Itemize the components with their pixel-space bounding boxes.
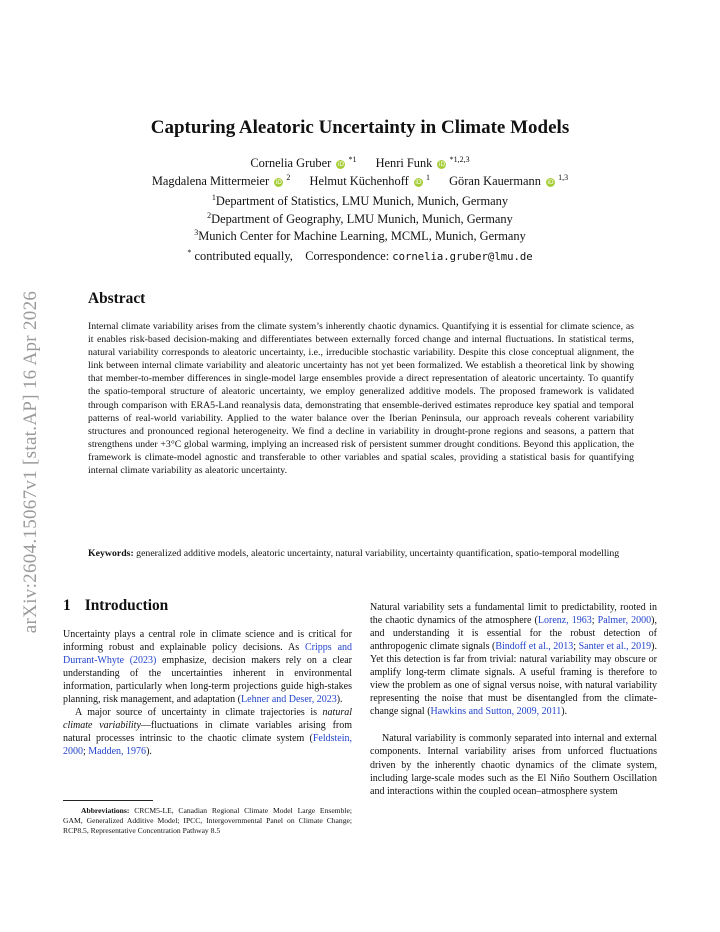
abstract-heading: Abstract <box>88 290 146 307</box>
author-line-2 <box>0 172 720 190</box>
orcid-icon[interactable]: iD <box>275 179 282 186</box>
citation-link[interactable]: Palmer, 2000 <box>597 615 652 627</box>
author: Göran Kauermann iD $^{1,3}$ <box>449 172 569 188</box>
abstract-text: Internal climate variability arises from the climate system’s inherently chaotic dynamics. Quantifying it is essential for climate science, as it enables risk-based decision-making and differentiates between externally forced change and internal fluctuations. In statistical terms, natural variability corresponds to aleatoric uncertainty, i.e., irreducible stochastic variability. Despite this close conceptual alignment, the link between internal climate variability and aleatoric uncertainty has not yet been formalized. We establish a theoretical link by showing that member-to-member differences in single-model large ensembles provide a direct representation of aleatoric uncertainty. To quantify the spatio-temporal structure of aleatoric uncertainty, we employ generalized additive models. The proposed framework is validated through comparison with ERA5-Land reanalysis data, demonstrating that ensemble-derived estimates reproduce key spatial and temporal patterns of real-world variability. Applied to the water balance over the Iberian Peninsula, our approach reveals coherent variability structures and pronounced regional heterogeneity. We find a decline in variability in drought-prone regions and seasons, a pattern that strengthens under +3°C global warming, implying an increased risk of persistent summer drought conditions. Beyond this application, the framework is climate-model agnostic and transferable to other variables and spatial scales, providing a statistical basis for quantifying internal climate variability as aleatoric uncertainty. <box>88 321 634 477</box>
orcid-icon[interactable]: iD <box>415 179 422 186</box>
correspondence-line: * contributed equally, Correspondence: cornelia.gruber@lmu.de <box>187 247 533 263</box>
orcid-icon[interactable]: iD <box>547 179 554 186</box>
email-link[interactable]: cornelia.gruber@lmu.de <box>392 251 533 263</box>
left-column <box>63 628 352 758</box>
author: Cornelia Gruber iD $^{*1}$ <box>250 154 357 170</box>
footnote: Abbreviations: CRCM5-LE, Canadian Regional Climate Model Large Ensemble; GAM, Generalized Additive Model; IPCC, Intergovernmental Panel on Climate Change; RCP8.5, Representative Concentration Pathway 8.5 <box>63 806 352 836</box>
author: Magdalena Mittermeier iD $^2$ <box>151 172 291 188</box>
affiliation: $^3$Munich Center for Machine Learning, MCML, Munich, Germany <box>194 227 526 243</box>
citation-link[interactable]: Feldstein, 2000 <box>63 733 352 758</box>
paragraph: Natural variability sets a fundamental limit to predictability, rooted in the chaotic dynamics of the atmosphere (Lorenz, 1963; Palmer, 2000), and understanding it is essential for the robust detection of anthropogenic climate signals (Bindoff et al., 2013; Santer et al., 2019). Yet this detection is far from trivial: natural variability may obscure or amplify long-term climate signals. A useful framing is therefore to view the problem as one of signal versus noise, with natural variability representing the noise that must be disentangled from the climate-change signal (Hawkins and Sutton, 2009, 2011). <box>370 602 657 718</box>
citation-link[interactable]: Madden, 1976 <box>88 746 147 758</box>
author-line-1 <box>0 154 720 172</box>
paper-title: Capturing Aleatoric Uncertainty in Climate Models <box>150 117 570 138</box>
author: Henri Funk iD $^{*1,2,3}$ <box>375 154 470 170</box>
keywords: Keywords: generalized additive models, aleatoric uncertainty, natural variability, uncertainty quantification, spatio-temporal modelling <box>88 548 620 559</box>
affiliation: $^2$Department of Geography, LMU Munich, Munich, Germany <box>207 210 513 226</box>
paragraph: Natural variability is commonly separated into internal and external components. Internal variability arises from unforced fluctuations driven by the inherently chaotic dynamics of the climate system, including large-scale modes such as the El Niño Southern Oscillation and interactions within the coupled ocean–atmosphere system <box>370 733 657 797</box>
citation-link[interactable]: Lehner and Deser, 2023 <box>241 694 337 706</box>
citation-link[interactable]: Bindoff et al., 2013 <box>495 641 574 653</box>
paragraph: A major source of uncertainty in climate trajectories is natural climate variability—fluctuations in climate variables arising from natural processes intrinsic to the chaotic climate system (Feldstein, 2000; Madden, 1976). <box>63 707 353 758</box>
citation-link[interactable]: Cripps and Durrant-Whyte (2023) <box>63 642 353 667</box>
affiliation: $^1$Department of Statistics, LMU Munich, Munich, Germany <box>211 192 509 208</box>
orcid-icon[interactable]: iD <box>337 161 344 168</box>
arxiv-id: arXiv:2604.15067v1 [stat.AP] 16 Apr 2026 <box>20 290 41 634</box>
author: Helmut Küchenhoff iD $^1$ <box>309 172 430 188</box>
citation-link[interactable]: Santer et al., 2019 <box>578 641 652 653</box>
section-heading-introduction: 1 Introduction <box>63 597 169 614</box>
citation-link[interactable]: Hawkins and Sutton, 2009, 2011 <box>430 706 562 718</box>
arxiv-sidebar <box>16 252 46 672</box>
orcid-icon[interactable]: iD <box>438 161 446 168</box>
paragraph: Uncertainty plays a central role in climate science and is critical for informing robust and explainable policy decisions. As Cripps and Durrant-Whyte (2023) emphasize, decision makers rely on a clear understanding of the uncertainties inherent in environmental information, particularly when long-term projections guide high-stakes planning, risk management, and adaptation (Lehner and Deser, 2023). <box>63 629 353 706</box>
citation-link[interactable]: Lorenz, 1963 <box>537 615 592 627</box>
right-column <box>370 601 657 798</box>
footnote-rule <box>63 800 153 801</box>
